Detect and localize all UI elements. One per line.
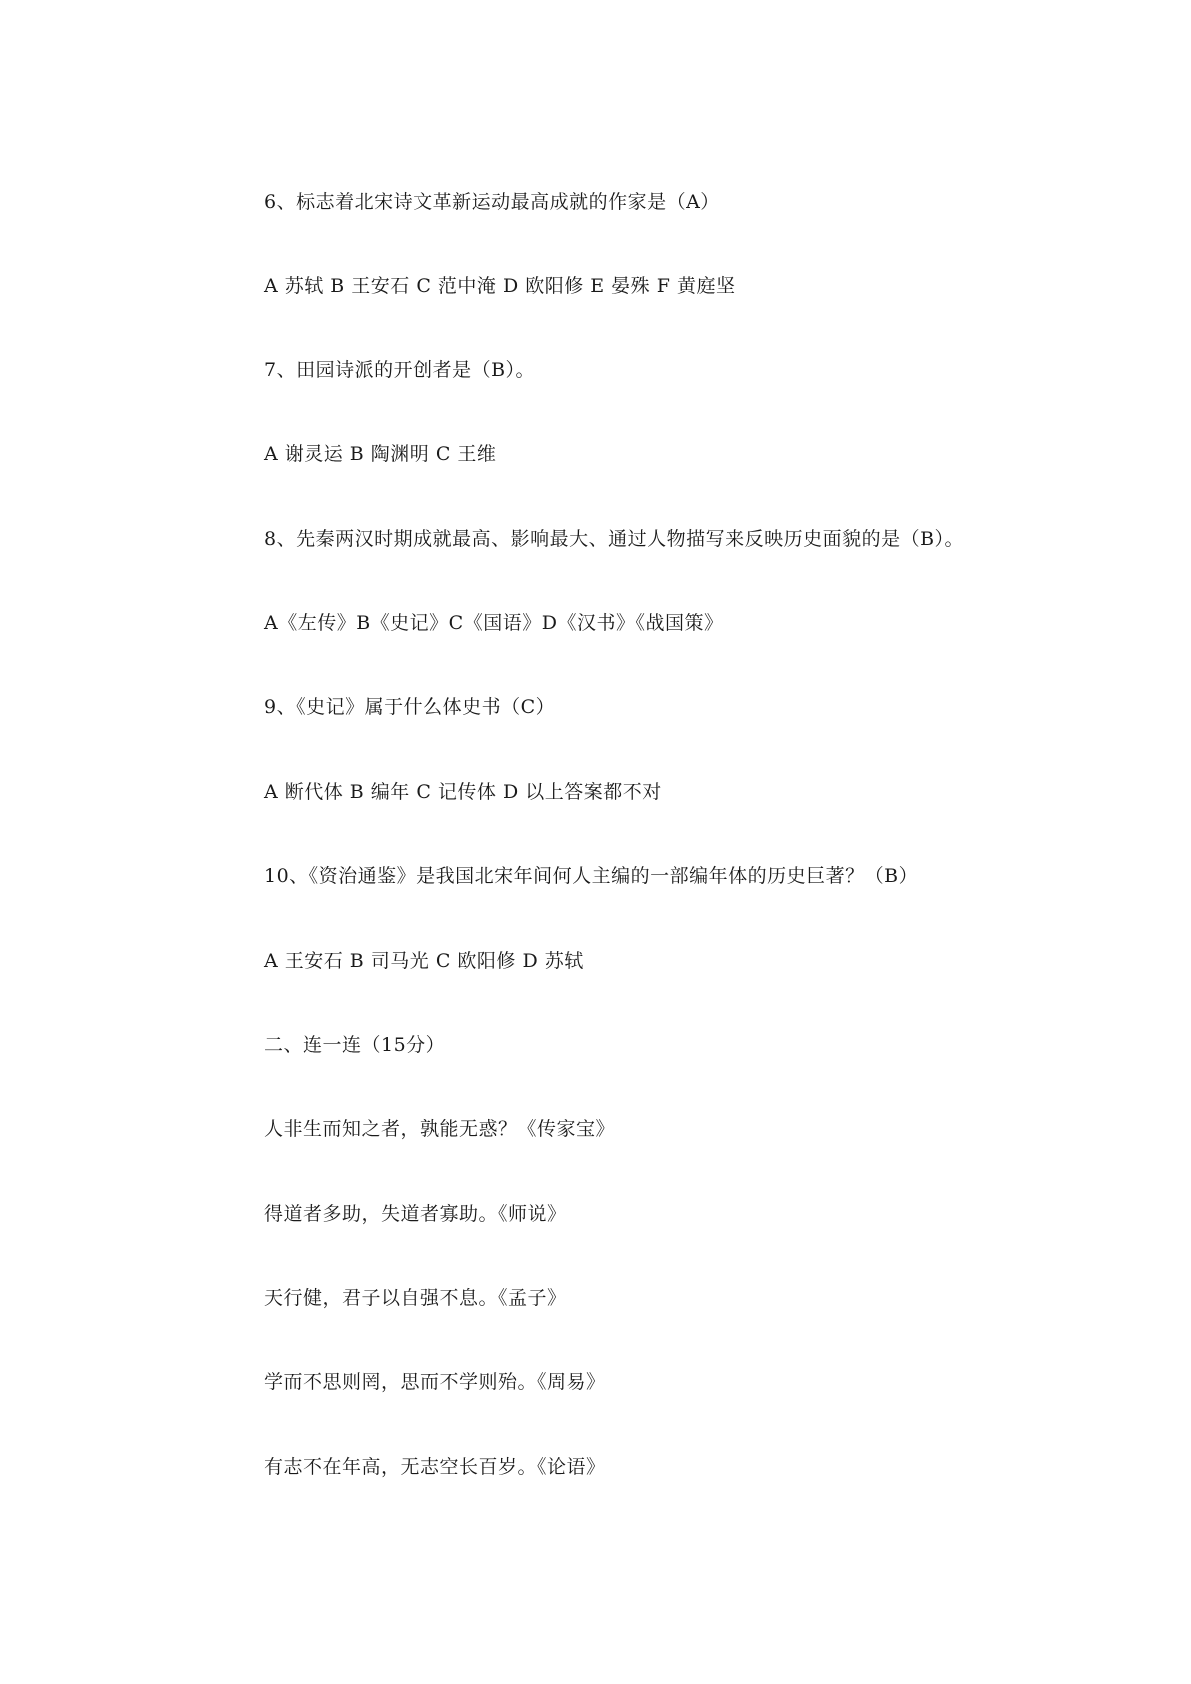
question-9-options: A 断代体 B 编年 C 记传体 D 以上答案都不对 <box>264 781 662 803</box>
matching-item: 有志不在年高，无志空长百岁。《论语》 <box>264 1456 606 1478</box>
question-6-prompt: 6、标志着北宋诗文革新运动最高成就的作家是（A） <box>264 191 720 213</box>
matching-item: 人非生而知之者，孰能无惑？《传家宝》 <box>264 1118 616 1140</box>
question-6-options: A 苏轼 B 王安石 C 范中淹 D 欧阳修 E 晏殊 F 黄庭坚 <box>264 275 736 297</box>
question-8-options: A《左传》B《史记》C《国语》D《汉书》《战国策》 <box>264 612 724 634</box>
matching-item: 得道者多助，失道者寡助。《师说》 <box>264 1203 567 1225</box>
question-7-options: A 谢灵运 B 陶渊明 C 王维 <box>264 443 497 465</box>
question-10-options: A 王安石 B 司马光 C 欧阳修 D 苏轼 <box>264 950 584 972</box>
matching-item: 天行健，君子以自强不息。《孟子》 <box>264 1287 567 1309</box>
question-7-prompt: 7、田园诗派的开创者是（B）。 <box>264 359 536 381</box>
matching-item: 学而不思则罔，思而不学则殆。《周易》 <box>264 1371 606 1393</box>
question-10-prompt: 10、《资治通鉴》是我国北宋年间何人主编的一部编年体的历史巨著？（B） <box>264 865 919 887</box>
section-2-heading: 二、连一连（15分） <box>264 1034 446 1056</box>
question-8-prompt: 8、先秦两汉时期成就最高、影响最大、通过人物描写来反映历史面貌的是（B）。 <box>264 528 965 550</box>
question-9-prompt: 9、《史记》属于什么体史书（C） <box>264 696 556 718</box>
